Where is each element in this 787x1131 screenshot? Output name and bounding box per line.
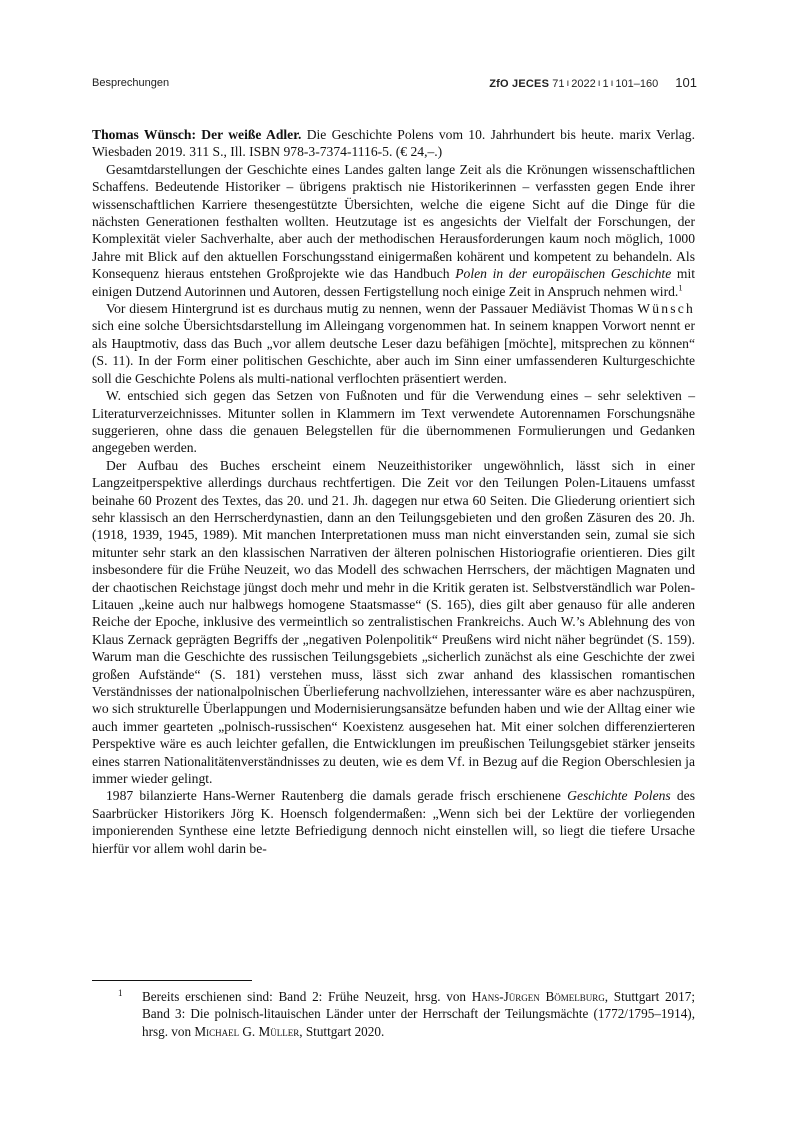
separator-dot: ı (597, 78, 601, 89)
editor-name: Michael G. Müller (194, 1023, 300, 1039)
paragraph-4: Der Aufbau des Buches erscheint einem Neuzeithistoriker ungewöhnlich, lässt sich in einer Langzeitperspektive allerdings durchaus rechtfertigen. Die Zeit vor den Teilungen Polen-Litauens umfasst beinahe 60 Prozent des Textes, das 20. und 21. Jh. dagegen nur etwa 60 Seiten. Die Gliederung orientiert sich sehr klassisch an den Herrscherdynastien, dann an den Teilungsgebieten und den großen Zäsuren des 20. Jh. (1918, 1939, 1945, 1989). Mit manchen Interpretationen muss man nicht einverstanden sein, zumal sie sich mitunter sehr stark an den klassischen Narrativen der älteren polnischen Historiografie orientieren. Dies gilt insbesondere für die Frühe Neuzeit, wo das Modell des schwachen Herrschers, der mächtigen Magnaten und der chaotischen Reichstage jüngst doch mehr und mehr in die Kritik geraten ist. Selbstverständlich war Polen-Litauen „keine auch nur halbwegs homogene Staatsmasse“ (S. 165), dies gilt aber genauso für alle anderen Reiche der Epoche, inklusive des vermeintlich so zentralistischen Frankreichs. Auch W.’s Ablehnung des von Klaus Zernack geprägten Begriffs der „negativen Polenpolitik“ Preußens wird nicht näher begründet (S. 159). Warum man die Geschichte des russischen Teilungsgebiets „sicherlich zunächst als eine Geschichte der zwei großen Aufstände“ (S. 181) verstehen muss, lässt sich zwar anhand des klassischen romantischen Verständnisses der nationalpolnischen Überlieferung nachvollziehen, interessanter wäre es aber nachzuspüren, wo sich strukturelle Überlappungen und Modernisierungsansätze befunden haben und wie der Alltag einer wie auch immer gearteten „polnisch-russischen“ Koexistenz ausgesehen hat. Mit einer solchen differenzierteren Perspektive wäre es auch leichter gefallen, die Entwicklungen im preußischen Teilungsgebiet stärker jenseits eines starren Nationalitätenverständnisses zu deuten, wie es dem Vf. in Bezug auf die Region Oberschlesien ja immer wieder gelingt. (92, 457, 695, 787)
footnote-text-a: Bereits erschienen sind: Band 2: Frühe Neuzeit, hrsg. von (142, 989, 472, 1004)
separator-dot: ı (610, 78, 614, 89)
page-number: 101 (675, 75, 697, 90)
review-heading (92, 126, 695, 161)
separator-dot: ı (566, 78, 570, 89)
footnotes (92, 988, 695, 1040)
review-title: Thomas Wünsch: Der weiße Adler. (92, 127, 302, 142)
paragraph-3: W. entschied sich gegen das Setzen von Fußnoten und für die Verwendung eines – sehr selektiven – Literaturverzeichnisses. Mitunter sollen in Klammern im Text verwendete Autorennamen Forschungsnähe suggerieren, ohne dass die genauen Belegstellen für die übernommenen Formulierungen und Gedanken angegeben werden. (92, 388, 695, 456)
editor-name: Hans-Jürgen Bömelburg (471, 989, 605, 1004)
paragraph-5-text-a: 1987 bilanzierte Hans-Werner Rautenberg die damals gerade frisch erschienene (106, 788, 568, 804)
paragraph-5 (92, 787, 695, 857)
page-range: 101–160 (615, 78, 659, 90)
footnote-text-c: , Stuttgart 2020. (299, 1023, 385, 1039)
paragraph-2-text-a: Vor diesem Hintergrund ist es durchaus mutig zu nennen, wenn der Passauer Mediävist Thomas (106, 301, 638, 317)
book-title: Geschichte Polens (567, 788, 671, 804)
paragraph-5-text-b: des Saarbrücker Historikers Jörg K. Hoensch folgendermaßen: „Wenn sich bei der Lektüre der vorliegenden imponierenden Synthese eine letzte Befriedigung dennoch nicht einstellen will, so liegt die tiefere Ursache hierfür vor allem wohl darin be- (92, 788, 696, 856)
handbook-title: Polen in der europäischen Geschichte (455, 266, 672, 282)
issue-number: 1 (602, 78, 609, 90)
footnote-number: 1 (118, 988, 123, 998)
footnote-reference[interactable]: 1 (678, 282, 683, 293)
paragraph-1-end: mit einigen Dutzend Autorinnen und Autoren, dessen Fertigstellung noch einige Zeit in Anspruch nehmen wird. (92, 266, 695, 299)
journal-name: ZfO JECES (489, 78, 550, 90)
footnote-item (92, 988, 695, 1040)
footnote-text-b: , Stuttgart 2017; Band 3: Die polnisch-litauischen Länder unter der Herrschaft der Teilungsmächte (1772/1795–1914), hrsg. von (142, 989, 695, 1039)
paragraph-1-text: Gesamtdarstellungen der Geschichte eines Landes galten lange Zeit als die Krönungen wissenschaftlichen Schaffens. Bedeutende Historiker – übrigens praktisch nie Historikerinnen – verfassten gegen Ende ihrer wissenschaftlichen Karriere thesengestützte Übersichten, welche die eigene Sicht auf die Dinge für die nächsten Generationen festhalten wollten. Heutzutage ist es angesichts der Vielfalt der Forschungen, der Komplexität vieler Sachverhalte, aber auch der methodischen Herausforderungen kaum noch möglich, 1000 Jahre mit Blick auf den aktuellen Forschungsstand einigermaßen kohärent und kompetent zu behandeln. Als Konsequenz hieraus entstehen Großprojekte wie das Handbuch (92, 161, 695, 282)
footnote-divider (92, 980, 252, 981)
review-body (92, 126, 695, 857)
section-title: Besprechungen (92, 77, 170, 89)
running-head (92, 74, 697, 92)
volume-number: 71 (552, 78, 565, 90)
year: 2022 (571, 78, 596, 90)
journal-citation (489, 74, 697, 94)
paragraph-2-text-b: sich eine solche Übersichtsdarstellung im Alleingang vorgenommen hat. In seinem knappen Vorwort nennt er als Hauptmotiv, dass das Buch „vor allem deutsche Leser dazu befähigen [möchte], mitsprechen zu können“ (S. 11). In der Form einer politischen Geschichte, aber auch im Sinn einer umfassenderen Kulturgeschichte soll die Geschichte Polens als multi-national verflochten präsentiert werden. (92, 318, 695, 386)
paragraph-2 (92, 300, 695, 387)
paragraph-1 (92, 161, 695, 300)
bibliographic-info: Die Geschichte Polens vom 10. Jahrhundert bis heute. marix Verlag. Wiesbaden 2019. 311 S., Ill. ISBN 978-3-7374-1116-5. (€ 24,–.) (92, 127, 695, 160)
author-name: Wünsch (637, 301, 695, 317)
